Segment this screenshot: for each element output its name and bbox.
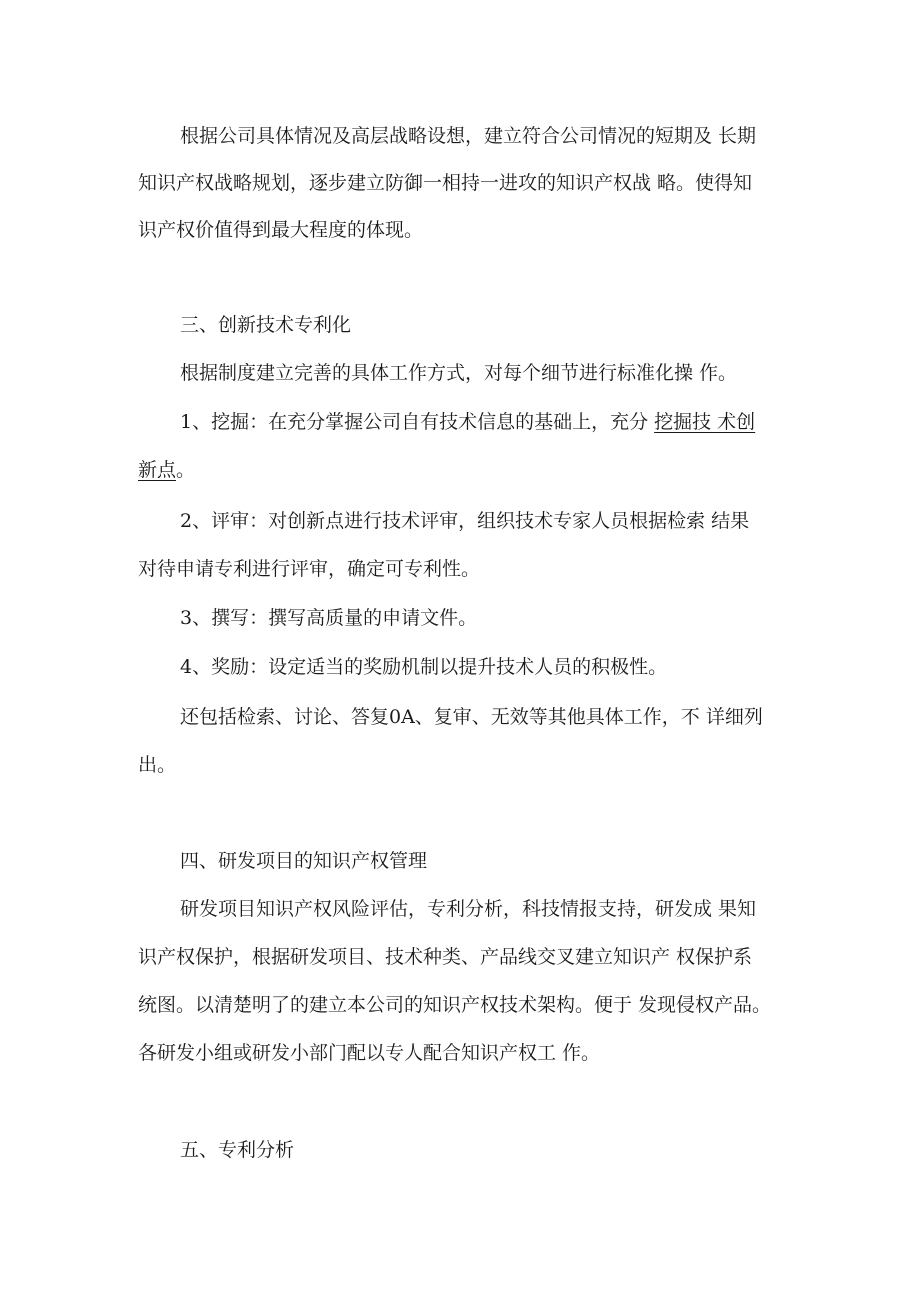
section-4-body-line-3: 统图。以清楚明了的建立本公司的知识产权技术架构。便于 发现侵权产品。 (138, 994, 772, 1016)
section-4-body-line-2: 识产权保护，根据研发项目、技术种类、产品线交叉建立知识产 权保护系 (138, 946, 753, 968)
section-3-item-1-line-1 (180, 410, 755, 434)
item-1-underlined-text-2: 新点 (138, 459, 177, 481)
section-3-item-4: 4、奖励：设定适当的奖励机制以提升技术人员的积极性。 (180, 656, 668, 678)
section-3-intro: 根据制度建立完善的具体工作方式，对每个细节进行标准化操 作。 (180, 362, 738, 384)
section-3-others-line-1: 还包括检索、讨论、答复0A、复审、无效等其他具体工作，不 详细列 (180, 706, 763, 728)
section-3-item-2-line-1: 2、评审：对创新点进行技术评审，组织技术专家人员根据检索 结果 (180, 510, 750, 532)
paragraph-1-line-1: 根据公司具体情况及高层战略设想，建立符合公司情况的短期及 长期 (180, 125, 757, 147)
section-4-body-line-4: 各研发小组或研发小部门配以专人配合知识产权工 作。 (138, 1042, 601, 1064)
section-3-item-1-line-2 (138, 458, 195, 482)
section-3-others-line-2: 出。 (138, 754, 177, 776)
section-3-heading: 三、创新技术专利化 (180, 314, 352, 336)
item-1-underlined-text: 挖掘技 术创 (654, 411, 756, 433)
item-1-suffix: 。 (176, 459, 196, 481)
section-3-item-2-line-2: 对待申请专利进行评审，确定可专利性。 (138, 558, 481, 580)
paragraph-1-line-2: 知识产权战略规划，逐步建立防御一相持一进攻的知识产权战 略。使得知 (138, 172, 753, 194)
section-4-heading: 四、研发项目的知识产权管理 (180, 850, 428, 872)
item-1-text: 1、挖掘：在充分掌握公司自有技术信息的基础上，充分 (180, 411, 655, 433)
section-4-body-line-1: 研发项目知识产权风险评估，专利分析，科技情报支持，研发成 果知 (180, 898, 757, 920)
section-3-item-3: 3、撰写：撰写高质量的申请文件。 (180, 607, 478, 629)
section-5-heading: 五、专利分析 (180, 1139, 295, 1161)
paragraph-1-line-3: 识产权价值得到最大程度的体现。 (138, 219, 424, 241)
